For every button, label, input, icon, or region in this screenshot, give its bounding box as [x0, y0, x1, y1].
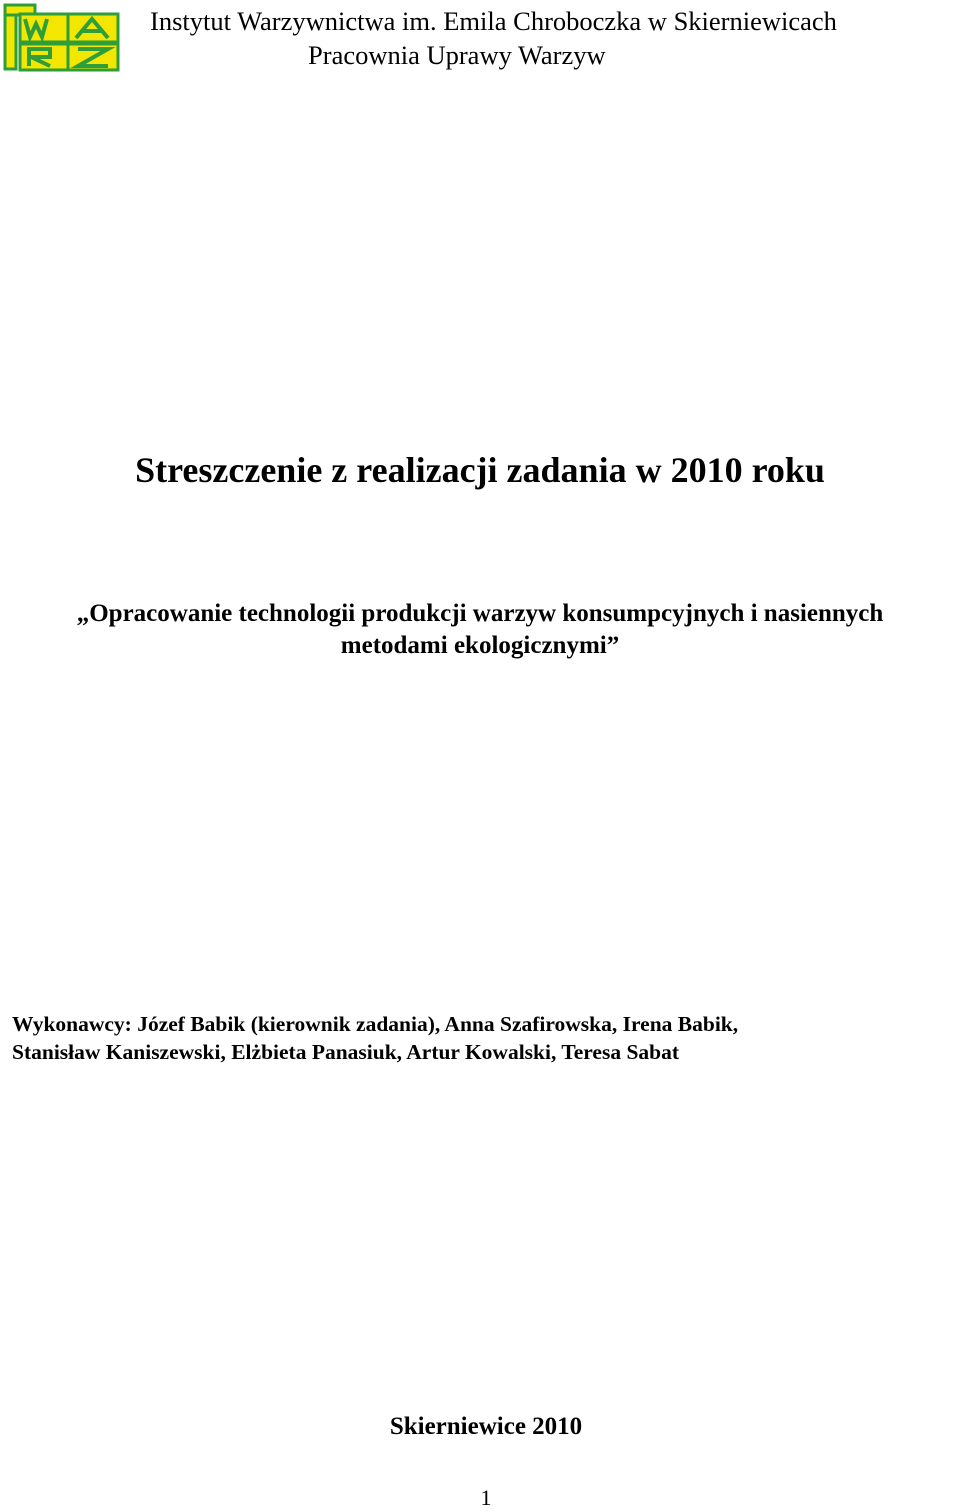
- institute-logo: [2, 2, 122, 74]
- authors-line-1: Wykonawcy: Józef Babik (kierownik zadania), Anna Szafirowska, Irena Babik,: [12, 1012, 739, 1036]
- page-number: 1: [480, 1485, 492, 1510]
- authors-line-2: Stanisław Kaniszewski, Elżbieta Panasiuk, Artur Kowalski, Teresa Sabat: [12, 1040, 680, 1064]
- document-title: Streszczenie z realizacji zadania w 2010 roku: [135, 450, 825, 490]
- task-subtitle: [0, 598, 960, 662]
- subtitle-line-2: metodami ekologicznymi”: [340, 632, 620, 659]
- lab-name: Pracownia Uprawy Warzyw: [308, 40, 606, 70]
- subtitle-line-1: „Opracowanie technologii produkcji warzyw konsumpcyjnych i nasiennych: [76, 600, 884, 627]
- iwarz-logo-graphic: [2, 2, 122, 74]
- institute-name: Instytut Warzywnictwa im. Emila Chroboczka w Skierniewicach: [150, 6, 837, 36]
- authors-block: [12, 1010, 738, 1066]
- place-year: Skierniewice 2010: [389, 1413, 583, 1440]
